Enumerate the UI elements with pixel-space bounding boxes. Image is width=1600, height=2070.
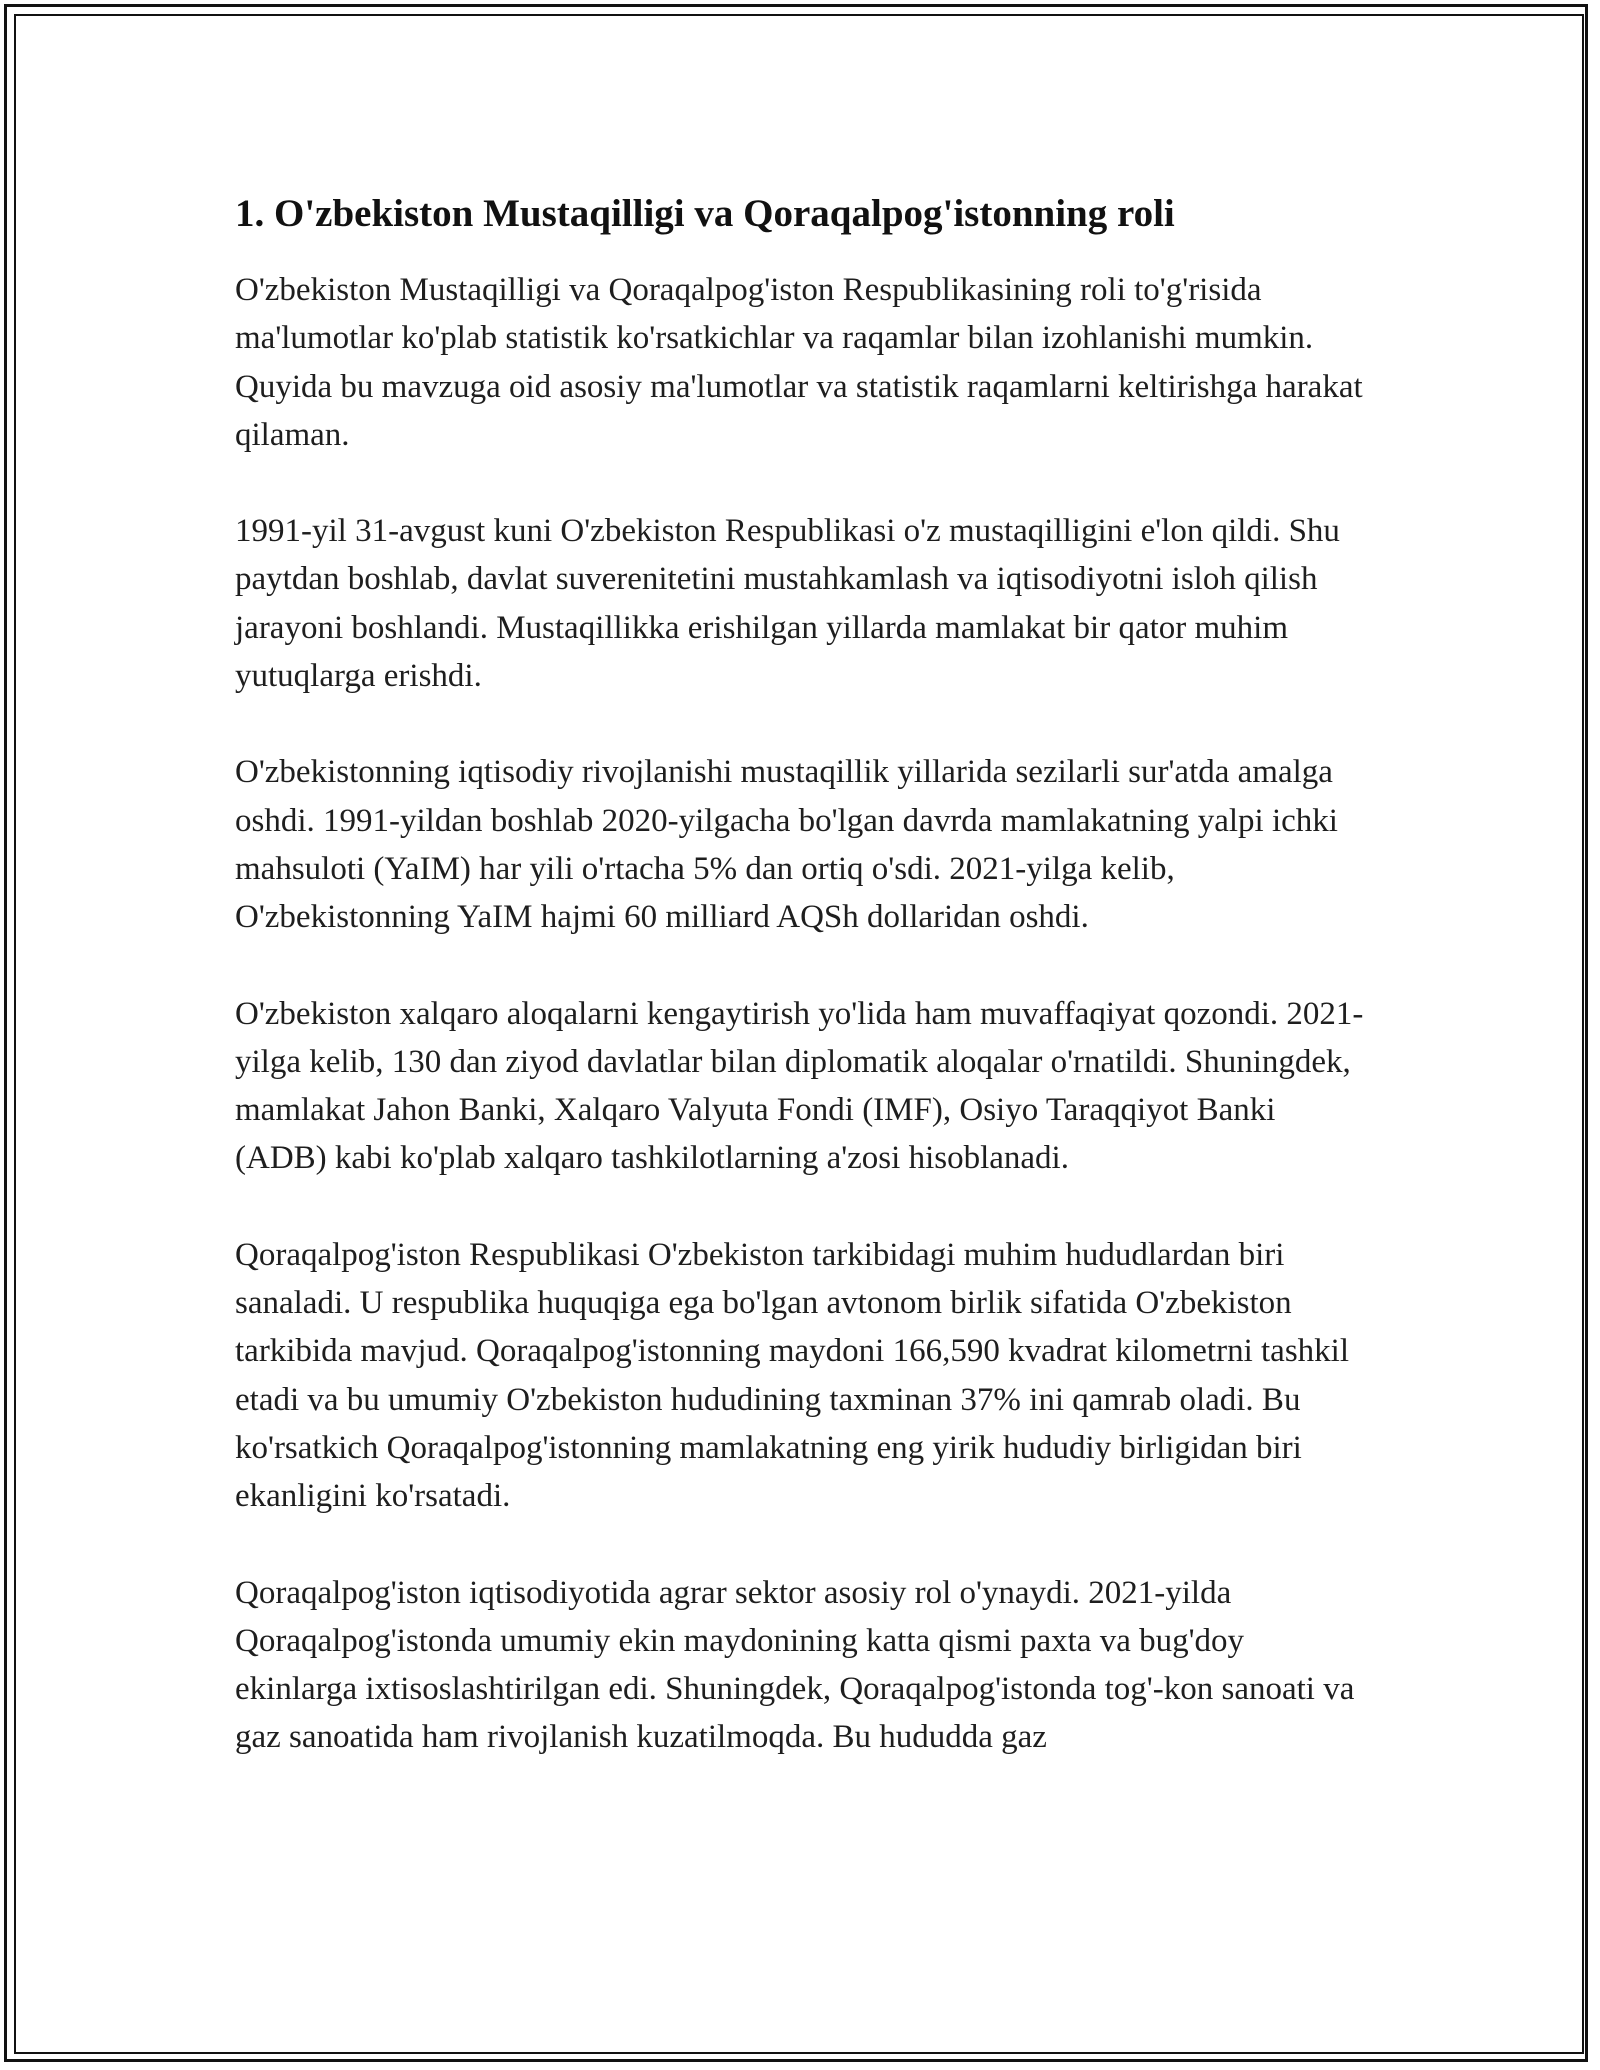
paragraph-independence: 1991-yil 31-avgust kuni O'zbekiston Respublikasi o'z mustaqilligini e'lon qildi. Shu paytdan boshlab, davlat suverenitetini mustahkamlash va iqtisodiyotni isloh qilish jarayoni boshlandi. Mustaqillikka erishilgan yillarda mamlakat bir qator muhim yutuqlarga erishdi.: [235, 513, 1340, 695]
paragraph-international-relations: O'zbekiston xalqaro aloqalarni kengaytirish yo'lida ham muvaffaqiyat qozondi. 2021-yilga kelib, 130 dan ziyod davlatlar bilan diplomatik aloqalar o'rnatildi. Shuningdek, mamlakat Jahon Banki, Xalqaro Valyuta Fondi (IMF), Osiyo Taraqqiyot Banki (ADB) kabi ko'plab xalqaro tashkilotlarning a'zosi hisoblanadi.: [235, 995, 1364, 1177]
paragraph-karakalpakstan: Qoraqalpog'iston Respublikasi O'zbekiston tarkibidagi muhim hududlardan biri sanaladi. U respublika huquqiga ega bo'lgan avtonom birlik sifatida O'zbekiston tarkibida mavjud. Qoraqalpog'istonning maydoni 166,590 kvadrat kilometrni tashkil etadi va bu umumiy O'zbekiston hududining taxminan 37% ini qamrab oladi. Bu ko'rsatkich Qoraqalpog'istonning mamlakatning eng yirik hududiy birligidan biri ekanligini ko'rsatadi.: [235, 1236, 1350, 1515]
paragraph-intro: O'zbekiston Mustaqilligi va Qoraqalpog'iston Respublikasining roli to'g'risida ma'lumotlar ko'plab statistik ko'rsatkichlar va raqamlar bilan izohlanishi mumkin. Quyida bu mavzuga oid asosiy ma'lumotlar va statistik raqamlarni keltirishga harakat qilaman.: [235, 272, 1363, 453]
paragraph-karakalpakstan-economy: Qoraqalpog'iston iqtisodiyotida agrar sektor asosiy rol o'ynaydi. 2021-yilda Qoraqalpog'istonda umumiy ekin maydonining katta qismi paxta va bug'doy ekinlarga ixtisoslashtirilgan edi. Shuningdek, Qoraqalpog'istonda tog'-kon sanoati va gaz sanoatida ham rivojlanish kuzatilmoqda. Bu hududda gaz: [235, 1574, 1355, 1756]
paragraph-economy: O'zbekistonning iqtisodiy rivojlanishi mustaqillik yillarida sezilarli sur'atda amalga oshdi. 1991-yildan boshlab 2020-yilgacha bo'lgan davrda mamlakatning yalpi ichki mahsuloti (YaIM) har yili o'rtacha 5% dan ortiq o'sdi. 2021-yilga kelib, O'zbekistonning YaIM hajmi 60 milliard AQSh dollaridan oshdi.: [235, 754, 1338, 936]
section-heading: 1. O'zbekiston Mustaqilligi va Qoraqalpog'istonning roli: [235, 192, 1175, 235]
document-body: [235, 186, 1370, 1810]
